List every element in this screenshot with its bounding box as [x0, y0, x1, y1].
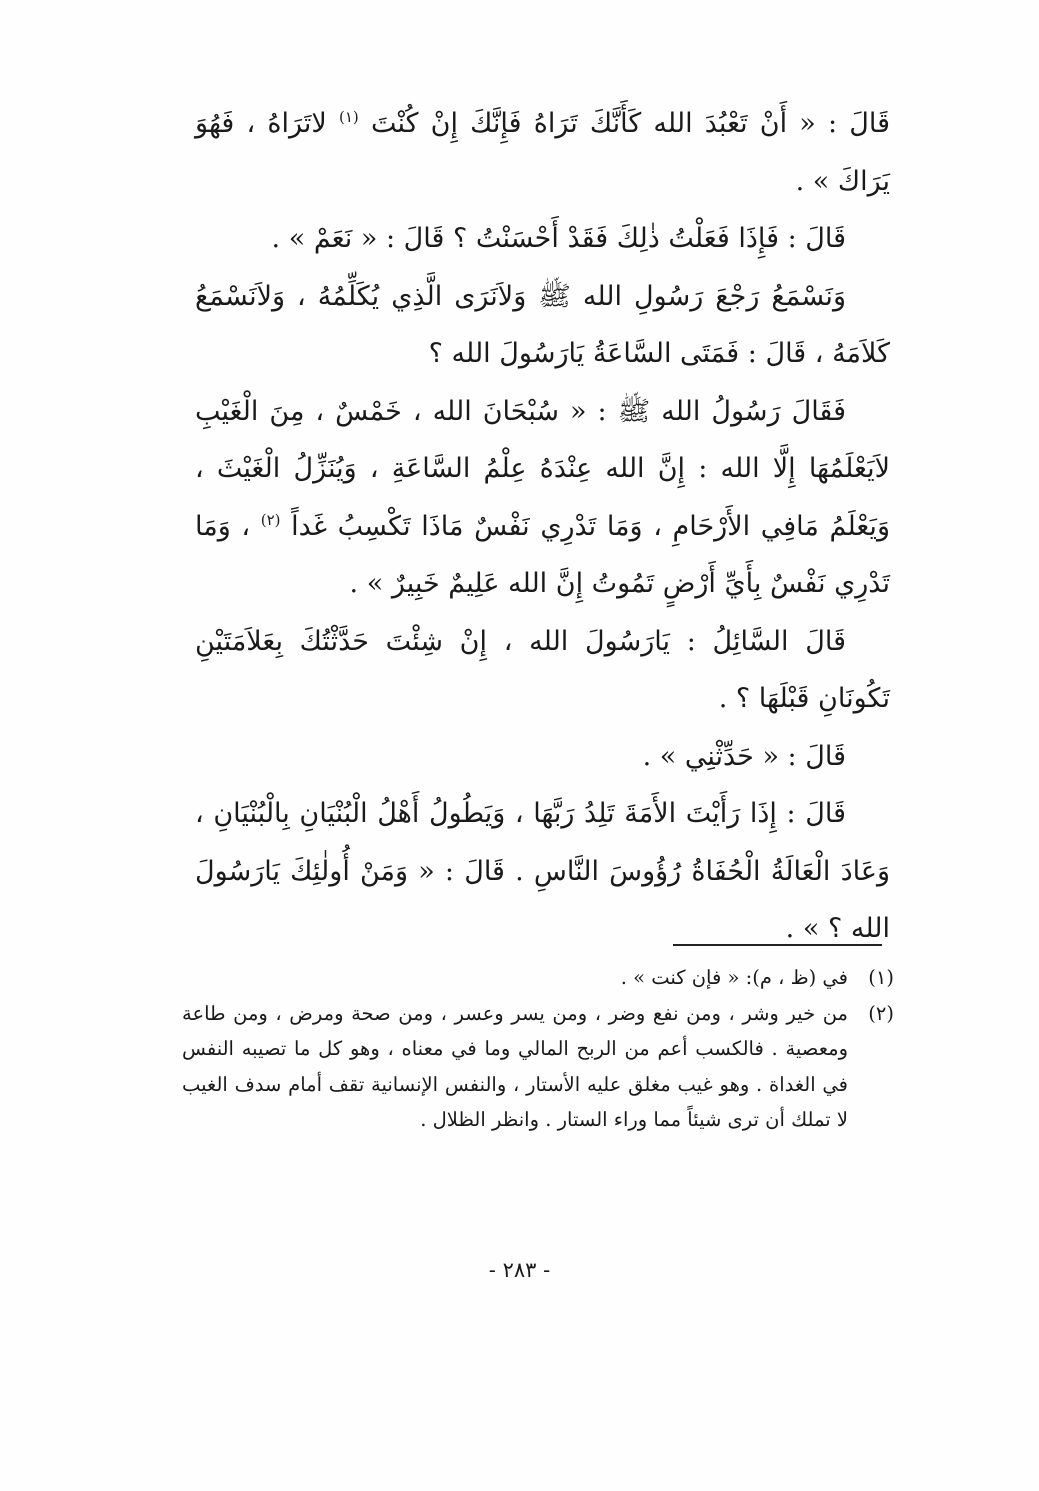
paragraph-1 — [195, 95, 890, 210]
paragraph-4 — [195, 383, 890, 613]
footnote-ref-1: (١) — [338, 108, 359, 126]
footnote-1-number: (١) — [868, 966, 894, 989]
footnote-2-text: من خير وشر ، ومن نفع وضر ، ومن يسر وعسر ، ومن صحة ومرض ، ومن طاعة ومعصية . فالكسب أعم من الربح المالي وما في معناه ، وهو كل ما تصيبه النفس في الغداة . وهو غيب مغلق عليه الأستار ، والنفس الإنسانية تقف أمام سدف الغيب لا تملك أن ترى شيئاً مما وراء الستار . وانظر الظلال . — [182, 1001, 848, 1131]
footnotes — [182, 960, 894, 1138]
footnote-2-number: (٢) — [868, 1001, 894, 1025]
paragraph-2: قَالَ : فَإِذَا فَعَلْتُ ذٰلِكَ فَقَدْ أَحْسَنْتُ ؟ قَالَ : « نَعَمْ » . — [271, 223, 846, 254]
paragraph-5: قَالَ السَّائِلُ : يَارَسُولَ الله ، إِنْ شِئْتَ حَدَّثْتُكَ بِعَلاَمَتَيْنِ تَكُونَانِ قَبْلَهَا ؟ . — [195, 625, 890, 714]
footnote-1 — [182, 960, 894, 996]
paragraph-4-text-a: فَقَالَ رَسُولُ الله ﷺ : « سُبْحَانَ الله ، خَمْسٌ ، مِنَ الْغَيْبِ لاَيَعْلَمُهَا إِلَّا الله : إِنَّ الله عِنْدَهُ عِلْمُ السَّاعَةِ ، وَيُنَزِّلُ الْغَيْثَ ، وَيَعْلَمُ مَافِي الأَرْحَامِ ، وَمَا تَدْرِي نَفْسٌ مَاذَا تَكْسِبُ غَداً — [195, 395, 890, 542]
footnote-1-text: في (ظ ، م): « فإن كنت » . — [620, 966, 848, 989]
paragraph-3: وَنَسْمَعُ رَجْعَ رَسُولِ الله ﷺ وَلاَنَرَى الَّذِي يُكَلِّمُهُ ، وَلاَنَسْمَعُ كَلاَمَهُ ، قَالَ : فَمَتَى السَّاعَةُ يَارَسُولَ الله ؟ — [195, 280, 890, 369]
paragraph-1-text-b: لاتَرَاهُ ، فَهُوَ يَرَاكَ » . — [195, 108, 890, 197]
paragraph-4-text-b: ، وَمَا تَدْرِي نَفْسٌ بِأَيِّ أَرْضٍ تَمُوتُ إِنَّ الله عَلِيمٌ خَبِيرٌ » . — [195, 510, 890, 599]
main-text — [195, 95, 890, 958]
footnote-2 — [182, 996, 894, 1138]
footnote-divider — [673, 944, 882, 946]
page-number: - ٢٨٣ - — [488, 1258, 551, 1282]
paragraph-6: قَالَ : « حَدِّثْنِي » . — [642, 740, 846, 772]
paragraph-1-text-a: قَالَ : « أَنْ تَعْبُدَ الله كَأَنَّكَ تَرَاهُ فَإِنَّكَ إِنْ كُنْتَ — [370, 108, 890, 139]
footnote-ref-2: (٢) — [260, 510, 281, 529]
paragraph-7: قَالَ : إِذَا رَأَيْتَ الأَمَةَ تَلِدُ رَبَّهَا ، وَيَطُولُ أَهْلُ الْبُنْيَانِ بِالْبُنْيَانِ ، وَعَادَ الْعَالَةُ الْحُفَاةُ رُؤُوسَ النَّاسِ . قَالَ : « وَمَنْ أُولٰئِكَ يَارَسُولَ الله ؟ » . — [195, 798, 890, 944]
